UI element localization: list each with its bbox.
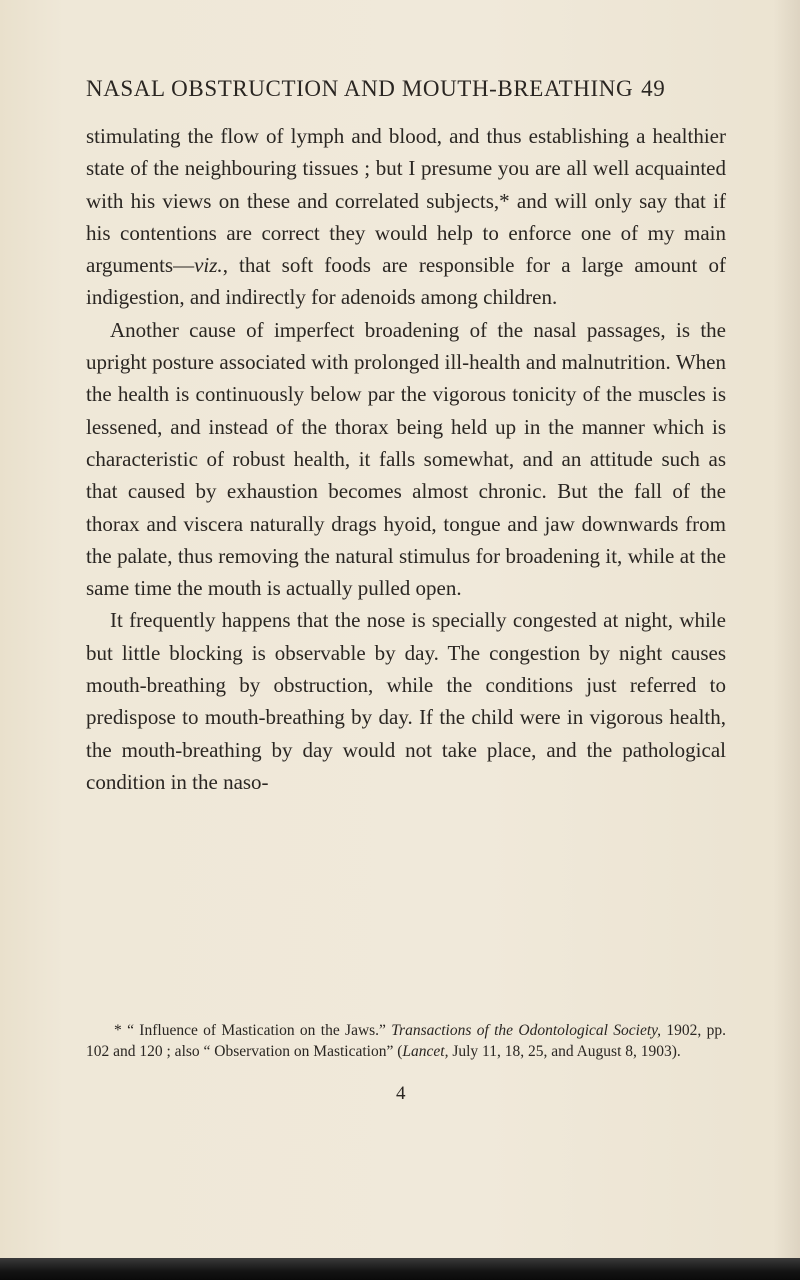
signature-mark: 4 <box>396 1083 406 1104</box>
body-text <box>86 120 726 798</box>
paragraph-1-part-b: , that soft foods are responsible for a large amount of indigestion, and indirectly for adenoids among children. <box>86 253 726 310</box>
page-number: 49 <box>641 76 666 101</box>
page-edge-shadow <box>774 0 800 1258</box>
footnote-lancet: Lancet, <box>402 1043 449 1060</box>
footnote-part-c: 1902, pp. 102 and 120 ; also “ Observation on Mastication” ( <box>86 1022 726 1060</box>
footnote-part-e: July 11, 18, 25, and August 8, 1903). <box>448 1043 681 1060</box>
running-title: NASAL OBSTRUCTION AND MOUTH-BREATHING <box>86 76 634 101</box>
footnote-text <box>86 1020 726 1062</box>
footnote <box>86 1020 726 1062</box>
paragraph-1-italic-viz: viz. <box>194 253 223 278</box>
paragraph-3: It frequently happens that the nose is specially congested at night, while but little blocking is observable by day. The congestion by night causes mouth-breathing by obstruction, while the conditions just referred to predispose to mouth-breathing by day. If the child were in vigorous health, the mouth-breathing by day would not take place, and the pathological condition in the naso- <box>86 608 726 794</box>
footnote-journal-title: Transactions of the Odontological Society, <box>391 1022 662 1039</box>
running-header <box>86 76 726 102</box>
scan-bottom-edge <box>0 1258 800 1280</box>
paragraph-2: Another cause of imperfect broadening of the nasal passages, is the upright posture associated with prolonged ill-health and malnutrition. When the health is continuously below par the vigorous tonicity of the muscles is lessened, and instead of the thorax being held up in the manner which is characteristic of robust health, it falls somewhat, and an attitude such as that caused by exhaustion becomes almost chronic. But the fall of the thorax and viscera naturally drags hyoid, tongue and jaw downwards from the palate, thus removing the natural stimulus for broadening it, while at the same time the mouth is actually pulled open. <box>86 317 726 601</box>
footnote-part-a: * “ Influence of Mastication on the Jaws.” <box>114 1022 392 1039</box>
paragraph-1 <box>86 120 726 314</box>
paragraph-1-part-a: stimulating the flow of lymph and blood, and thus establishing a healthier state of the neighbouring tissues ; but I presume you are all well acquainted with his views on these and correlated subjects,* and will only say that if his contentions are correct they would help to enforce one of my main arguments— <box>86 124 726 278</box>
